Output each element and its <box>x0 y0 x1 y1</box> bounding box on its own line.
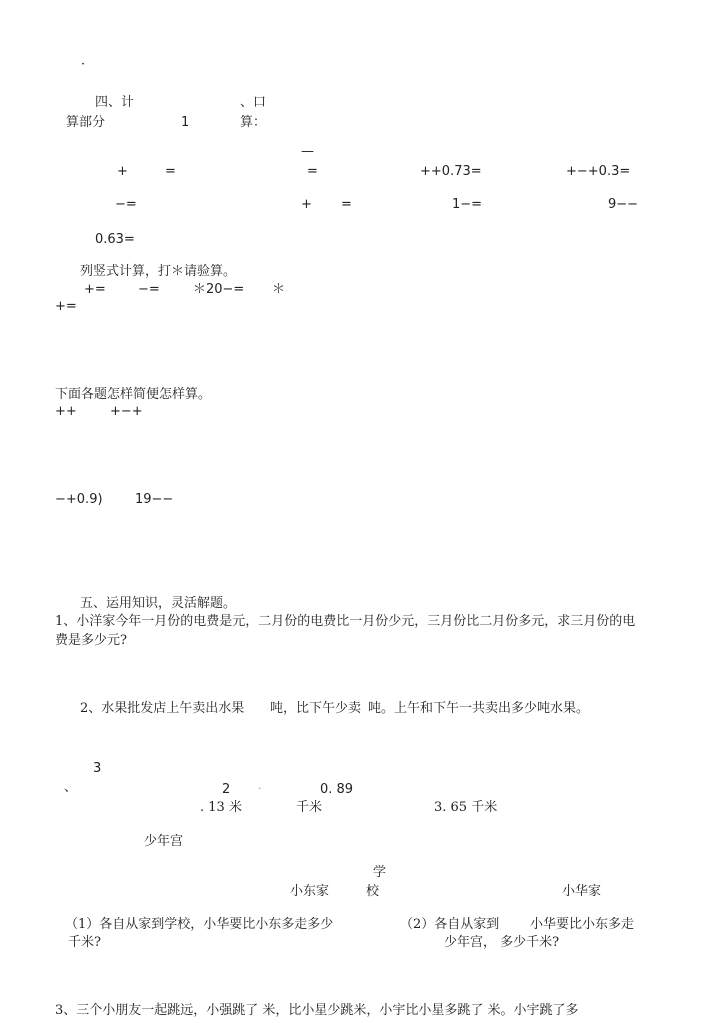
section4-heading: 四、计 <box>95 95 135 110</box>
question1-line2: 费是多少元? <box>55 633 127 648</box>
oral-r2-c1: −= <box>115 197 137 212</box>
oral-r2-c3: = <box>341 197 352 212</box>
diagram-distance-km: 千米 <box>296 800 323 815</box>
oral-r1-c5: +−+0.3= <box>566 164 631 179</box>
section4-subheading-right: 算： <box>240 115 267 130</box>
vertical-r2: += <box>55 299 77 314</box>
simplify-r2-c1: −+0.9) <box>55 492 103 507</box>
diagram-distance-365: 3. 65 千米 <box>434 800 498 815</box>
subquestion1-line2: 千米? <box>68 935 101 950</box>
subquestion2-line1a: （2）各自从家到 <box>400 917 500 932</box>
subquestion2-line2: 少年宫， 多少千米? <box>444 935 560 950</box>
question3: 3、三个小朋友一起跳远，小强跳了 米，比小星少跳米，小宇比小星多跳了 米。小宇跳了多 <box>55 1003 579 1018</box>
vertical-r1-c2: −= <box>138 282 160 297</box>
diagram-number-3: 3 <box>93 761 102 776</box>
vertical-r1-c3: ＊20−= <box>193 282 245 297</box>
question2-part-b: 吨，比下午少卖 <box>270 701 362 716</box>
diagram-tick: · <box>258 782 262 795</box>
diagram-xiaodong-home: 小东家 <box>290 884 330 899</box>
vertical-instruction: 列竖式计算，打＊请验算。 <box>80 264 237 279</box>
oral-r1-c1: + <box>117 164 128 179</box>
section5-heading: 五、运用知识，灵活解题。 <box>80 596 237 611</box>
oral-fraction-bar: — <box>301 144 314 159</box>
simplify-r1-c1: ++ <box>55 404 77 419</box>
oral-r1-c2: = <box>165 164 176 179</box>
section4-heading-right: 、口 <box>240 95 267 110</box>
question2-part-c: 吨。上午和下午一共卖出多少吨水果。 <box>368 701 590 716</box>
oral-r2-c2: + <box>301 197 312 212</box>
simplify-instruction: 下面各题怎样简便怎样算。 <box>55 387 212 402</box>
simplify-r1-c2: +−+ <box>110 404 143 419</box>
question1-line1: 1、小洋家今年一月份的电费是元，二月份的电费比一月份少元，三月份比二月份多元，求三月份的电 <box>55 614 636 629</box>
oral-r3: 0.63= <box>95 232 135 247</box>
oral-r2-c4: 1−= <box>452 197 483 212</box>
oral-r1-c3: = <box>307 164 318 179</box>
diagram-number-2: 2 <box>222 782 231 797</box>
section4-number: 1 <box>181 115 190 130</box>
diagram-xiaohua-home: 小华家 <box>562 884 602 899</box>
section4-subheading: 算部分 <box>66 115 106 130</box>
top-dot: · <box>81 57 86 72</box>
diagram-distance-089: 0. 89 <box>320 782 354 797</box>
oral-r2-c5: 9−− <box>608 197 639 212</box>
diagram-comma: 、 <box>64 780 78 795</box>
subquestion1-line1: （1）各自从家到学校，小华要比小东多走多少 <box>65 917 334 932</box>
question2-part-a: 2、水果批发店上午卖出水果 <box>80 701 245 716</box>
diagram-youth-palace: 少年宫 <box>144 834 184 849</box>
vertical-r1-c4: ＊ <box>272 282 286 297</box>
subquestion2-line1b: 小华要比小东多走 <box>530 917 635 932</box>
oral-r1-c4: ++0.73= <box>420 164 482 179</box>
simplify-r2-c2: 19−− <box>135 492 174 507</box>
diagram-school-top: 学 <box>373 865 387 880</box>
vertical-r1-c1: += <box>84 282 106 297</box>
diagram-distance-13: . 13 米 <box>200 800 242 815</box>
diagram-school-bottom: 校 <box>366 884 380 899</box>
